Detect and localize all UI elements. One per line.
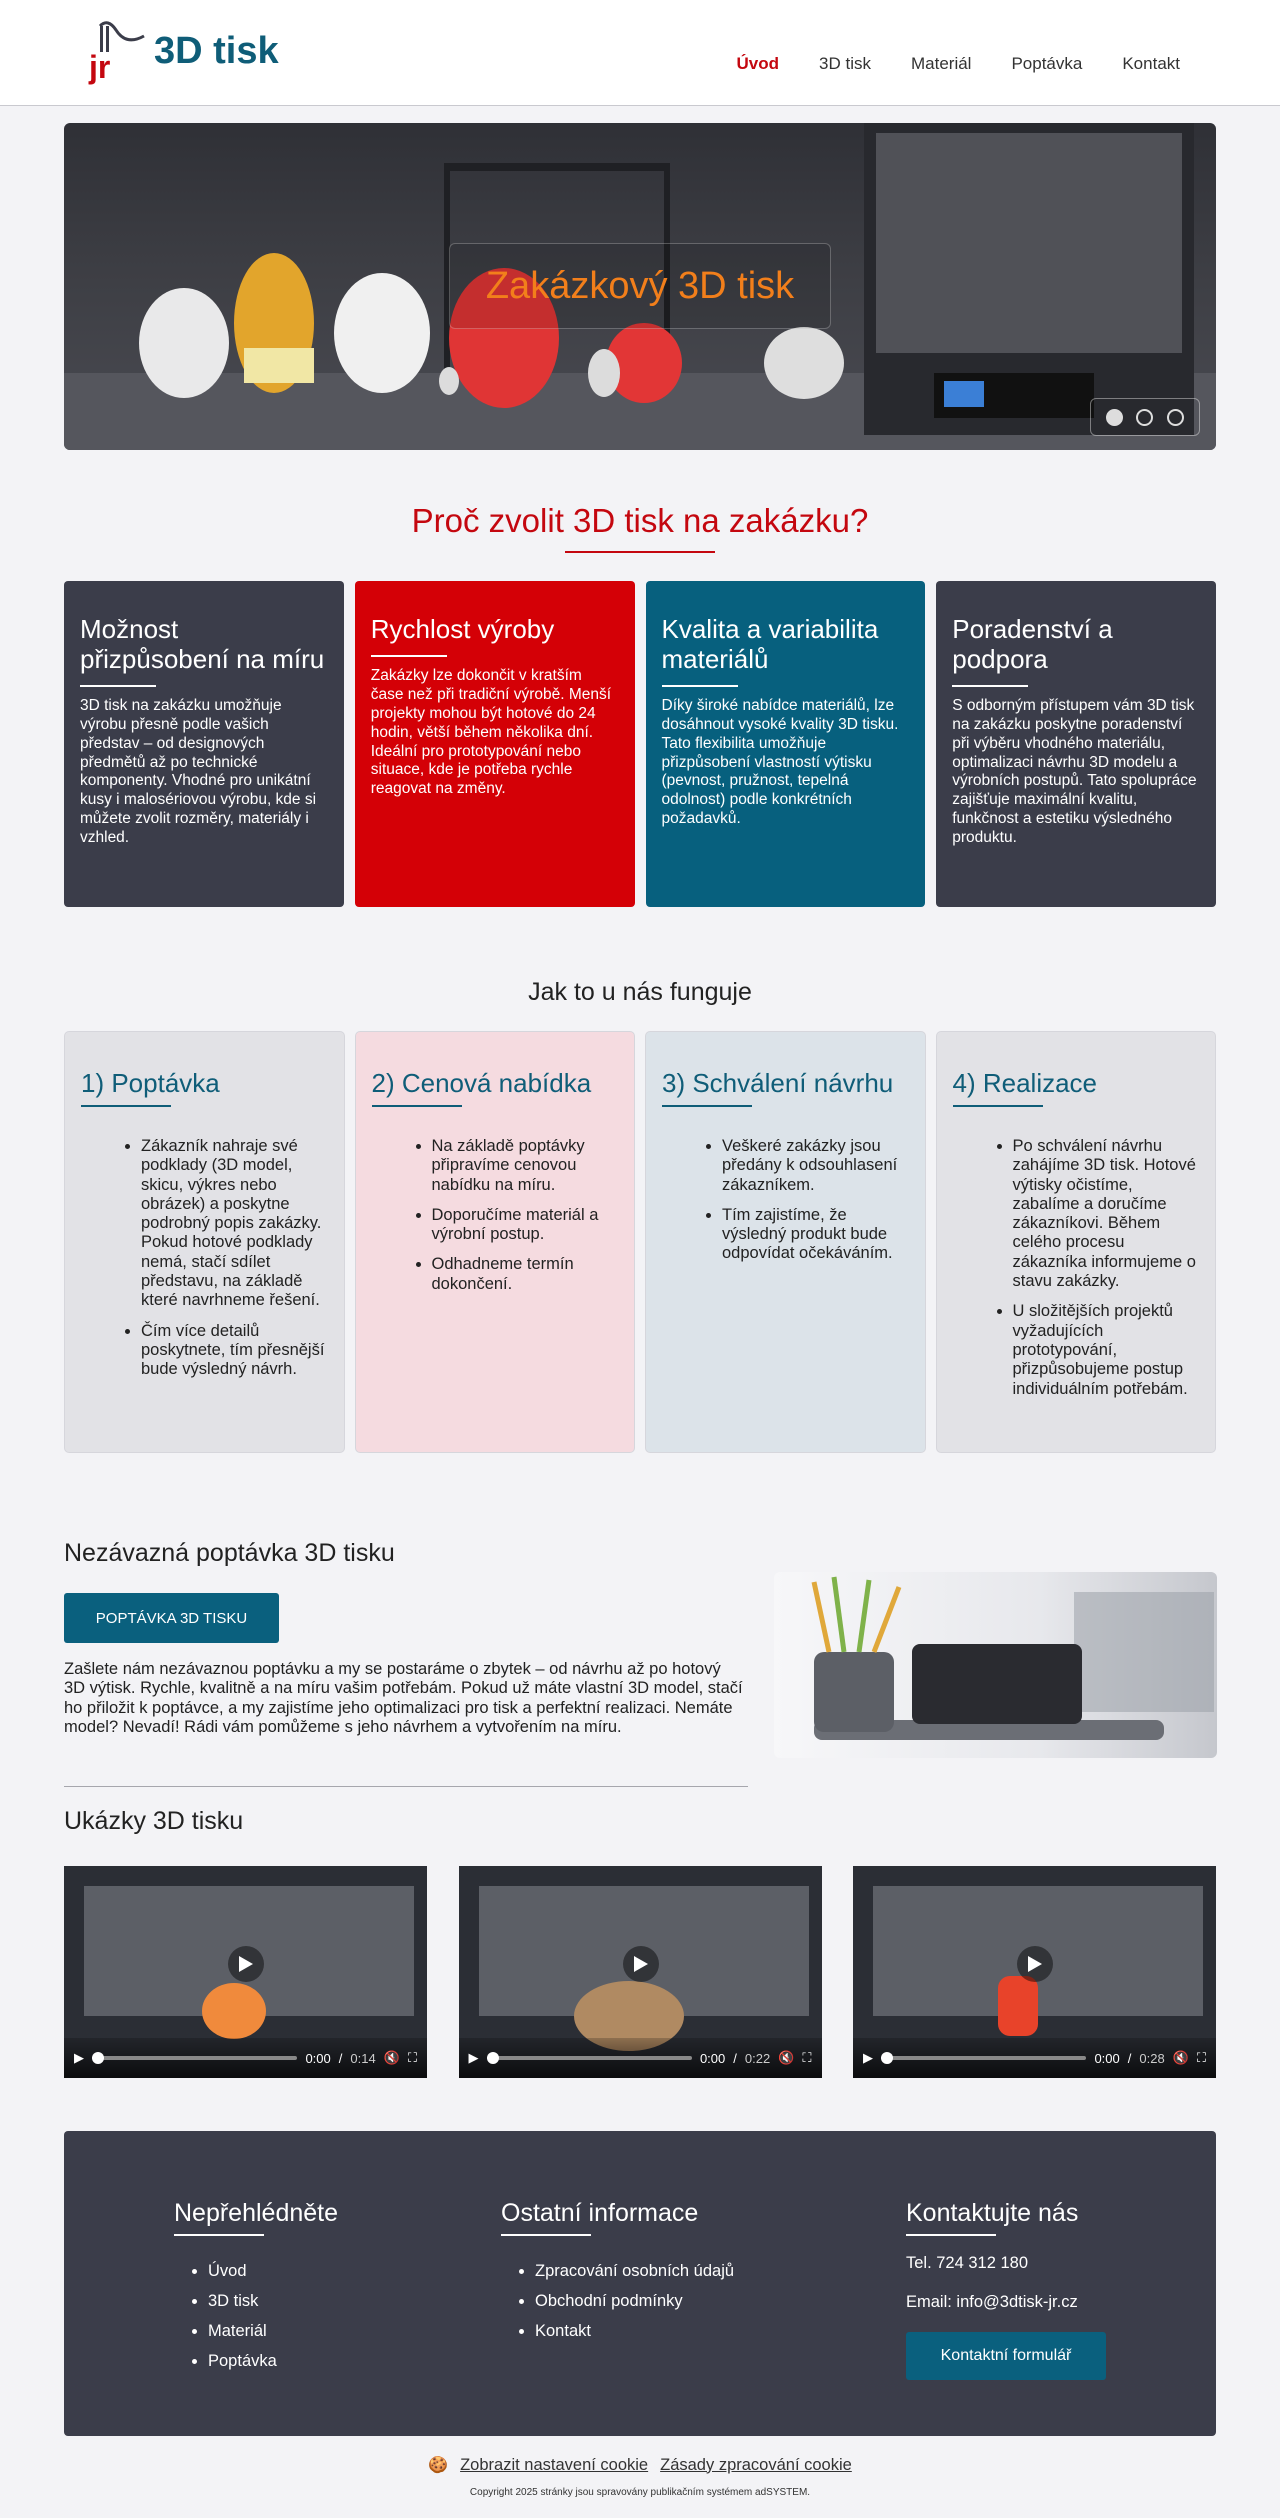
video-player[interactable] bbox=[64, 1866, 427, 2078]
video-player[interactable] bbox=[853, 1866, 1216, 2078]
mute-icon[interactable]: 🔇 bbox=[383, 2050, 400, 2065]
benefit-card bbox=[64, 581, 344, 907]
step-list bbox=[662, 1137, 909, 1264]
progress-bar[interactable] bbox=[487, 2056, 692, 2060]
card-title: Rychlost výroby bbox=[370, 614, 555, 644]
site-logo[interactable] bbox=[86, 14, 296, 88]
card-text: Díky široké nabídce materiálů, lze dosáhnout vysoké kvality 3D tisku. Tato flexibilita umožňuje přizpůsobení vlastností výtisku (pevnost, pružnost, tepelná odolnost) podle konkrétních požadavků. bbox=[661, 696, 899, 828]
fullscreen-icon[interactable]: ⛶ bbox=[802, 2050, 812, 2065]
video-duration: 0:22 bbox=[744, 2050, 771, 2066]
divider bbox=[64, 1786, 748, 1787]
step-list bbox=[372, 1137, 619, 1294]
step-title: 1) Poptávka bbox=[81, 1068, 220, 1098]
footer-link[interactable]: Poptávka bbox=[208, 2352, 277, 2370]
inquiry-button[interactable]: POPTÁVKA 3D TISKU bbox=[64, 1593, 279, 1643]
video-time: 0:00 bbox=[305, 2050, 331, 2066]
card-text: 3D tisk na zakázku umožňuje výrobu přesně podle vašich představ – od designových předmětů až po technické komponenty. Vhodné pro unikátní kusy i malosériovou výrobu, kde si můžete zvolit rozměry, materiály i vzhled. bbox=[80, 696, 317, 847]
copyright: Copyright 2025 stránky jsou spravovány publikačním systémem adSYSTEM. bbox=[469, 2487, 811, 2498]
progress-bar[interactable] bbox=[92, 2056, 297, 2060]
inquiry-title: Nezávazná poptávka 3D tisku bbox=[64, 1539, 395, 1567]
footer-col-title: Ostatní informace bbox=[501, 2199, 699, 2227]
step-underline bbox=[81, 1105, 171, 1107]
step-list-item: • Zákazník nahraje své podklady (3D model, skicu, výkres nebo obrázek) a poskytne podrobný popis zakázky. Pokud hotové podklady nemá, stačí sdílet představu, na základě které navrhneme řešení. bbox=[141, 1137, 328, 1311]
step-list bbox=[81, 1137, 328, 1380]
footer-underline bbox=[906, 2234, 996, 2236]
video-controls: ▶ 0:00 / 0:28 🔇 ⛶ bbox=[853, 2038, 1216, 2078]
nav-item-kontakt[interactable]: Kontakt bbox=[1122, 54, 1180, 73]
hero-pagination bbox=[1090, 398, 1200, 436]
cookie-policy-link[interactable]: Zásady zpracování cookie bbox=[660, 2455, 852, 2474]
pencil-holder-illustration bbox=[774, 1572, 1217, 1758]
step-title: 4) Realizace bbox=[952, 1068, 1098, 1098]
why-title: Proč zvolit 3D tisk na zakázku? bbox=[411, 502, 869, 539]
step-list-item: • Doporučíme materiál a výrobní postup. bbox=[432, 1206, 619, 1245]
inquiry-text: Zašlete nám nezávaznou poptávku a my se postaráme o zbytek – od návrhu až po hotový 3D výtisk. Rychle, kvalitně a na míru vašim potřebám. Pokud už máte vlastní 3D model, stačí ho přiložit k poptávce, a my zajistíme jeho optimalizaci pro tisk a perfektní realizaci. Nemáte model? Nevadí! Rádi vám pomůžeme s jeho návrhem a vytvořením na míru. bbox=[64, 1660, 743, 1736]
footer-col-contact bbox=[906, 2199, 1106, 2380]
card-underline bbox=[371, 655, 447, 657]
nav-item-material[interactable]: Materiál bbox=[910, 54, 972, 73]
fullscreen-icon[interactable]: ⛶ bbox=[1196, 2050, 1206, 2065]
how-title: Jak to u nás funguje bbox=[528, 978, 752, 1006]
footer-link[interactable]: Zpracování osobních údajů bbox=[535, 2262, 735, 2280]
process-step bbox=[645, 1031, 926, 1453]
step-list-item: • Po schválení návrhu zahájíme 3D tisk. Hotové výtisky očistíme, zabalíme a doručíme zákazníkovi. Během celého procesu zákazníka informujeme o stavu zakázky. bbox=[1013, 1137, 1200, 1291]
step-underline bbox=[662, 1105, 752, 1107]
footer-link[interactable]: Obchodní podmínky bbox=[535, 2292, 683, 2310]
video-time: 0:00 bbox=[699, 2050, 726, 2066]
benefit-card bbox=[936, 581, 1216, 907]
card-text: S odborným přístupem vám 3D tisk na zakázku poskytne poradenství při výběru vhodného materiálu, optimalizaci návrhu 3D modelu a výrobních postupů. Tato spolupráce zajišťuje maximální kvalitu, funkčnost a estetiku výsledného produktu. bbox=[952, 696, 1197, 847]
slider-dot-3[interactable] bbox=[1167, 409, 1184, 426]
site-header bbox=[0, 0, 1280, 106]
process-step bbox=[64, 1031, 345, 1453]
step-underline bbox=[953, 1105, 1043, 1107]
card-underline bbox=[662, 685, 738, 687]
footer-col-title: Nepřehlédněte bbox=[174, 2199, 339, 2227]
card-title: Možnost přizpůsobení na míru bbox=[80, 614, 325, 674]
nav-item-poptavka[interactable]: Poptávka bbox=[1011, 54, 1083, 73]
contact-form-button[interactable]: Kontaktní formulář bbox=[906, 2332, 1106, 2380]
progress-bar[interactable] bbox=[881, 2056, 1086, 2060]
play-overlay-icon[interactable] bbox=[623, 1946, 659, 1982]
step-list-item: • Tím zajistíme, že výsledný produkt bude odpovídat očekáváním. bbox=[722, 1206, 909, 1264]
step-list-item: • U složitějších projektů vyžadujících prototypování, přizpůsobujeme postup individuálním potřebám. bbox=[1013, 1302, 1200, 1398]
footer-link[interactable]: Kontakt bbox=[535, 2322, 591, 2340]
step-list-item: • Veškeré zakázky jsou předány k odsouhlasení zákazníkem. bbox=[722, 1137, 909, 1195]
site-footer bbox=[64, 2131, 1216, 2436]
step-list-item: • Odhadneme termín dokončení. bbox=[432, 1255, 619, 1294]
video-time: 0:00 bbox=[1094, 2050, 1120, 2066]
play-overlay-icon[interactable] bbox=[228, 1946, 264, 1982]
samples-title: Ukázky 3D tisku bbox=[64, 1807, 244, 1835]
footer-col-info bbox=[501, 2199, 734, 2352]
benefit-card bbox=[646, 581, 926, 907]
card-underline bbox=[80, 685, 156, 687]
process-step bbox=[355, 1031, 636, 1453]
process-steps bbox=[64, 1031, 1216, 1453]
play-overlay-icon[interactable] bbox=[1017, 1946, 1053, 1982]
step-title: 3) Schválení návrhu bbox=[662, 1068, 894, 1098]
mute-icon[interactable]: 🔇 bbox=[778, 2050, 795, 2065]
card-text: Zakázky lze dokončit v kratším čase než při tradiční výrobě. Menší projekty mohou být hotové do 24 hodin, větší během několika dní. Ideální pro prototypování nebo situace, kde je potřeba rychle reagovat na změny. bbox=[370, 666, 612, 798]
card-title: Kvalita a variabilita materiálů bbox=[661, 614, 879, 674]
nav-item-uvod[interactable]: Úvod bbox=[736, 54, 780, 73]
video-duration: 0:28 bbox=[1139, 2050, 1165, 2066]
copyright-text: Copyright 2025 stránky jsou spravovány publikačním systémem bbox=[469, 2487, 753, 2498]
video-controls: ▶ 0:00 / 0:14 🔇 ⛶ bbox=[64, 2038, 427, 2078]
main-nav bbox=[737, 54, 1180, 74]
cookie-links bbox=[0, 2455, 1280, 2475]
play-icon[interactable]: ▶ bbox=[468, 2050, 479, 2065]
footer-link[interactable]: 3D tisk bbox=[208, 2292, 259, 2310]
hero-title: Zakázkový 3D tisk bbox=[485, 264, 795, 307]
step-title: 2) Cenová nabídka bbox=[371, 1068, 592, 1098]
video-player[interactable] bbox=[459, 1866, 822, 2078]
nav-item-3d-tisk[interactable]: 3D tisk bbox=[819, 54, 871, 73]
video-duration: 0:14 bbox=[350, 2050, 376, 2066]
footer-underline bbox=[174, 2234, 264, 2236]
benefit-card bbox=[355, 581, 635, 907]
logo-text: 3D tisk bbox=[154, 29, 279, 72]
mute-icon[interactable]: 🔇 bbox=[1172, 2050, 1189, 2065]
benefit-cards bbox=[64, 581, 1216, 907]
step-list-item: • Čím více detailů poskytnete, tím přesnější bude výsledný návrh. bbox=[141, 1322, 328, 1380]
slider-dot-1[interactable] bbox=[1106, 409, 1123, 426]
card-underline bbox=[952, 685, 1028, 687]
footer-col-links bbox=[174, 2199, 338, 2382]
play-icon[interactable]: ▶ bbox=[74, 2050, 84, 2065]
contact-phone[interactable]: Tel. 724 312 180 bbox=[906, 2254, 1029, 2272]
hero-title-box bbox=[449, 243, 831, 329]
play-icon[interactable]: ▶ bbox=[863, 2050, 873, 2065]
footer-col-title: Kontaktujte nás bbox=[906, 2199, 1079, 2227]
footer-link[interactable]: Materiál bbox=[208, 2322, 267, 2340]
why-title-underline bbox=[565, 551, 715, 553]
adsystem-link[interactable]: adSYSTEM bbox=[755, 2487, 808, 2498]
fullscreen-icon[interactable]: ⛶ bbox=[407, 2050, 417, 2065]
slider-dot-2[interactable] bbox=[1136, 409, 1153, 426]
process-step bbox=[936, 1031, 1217, 1453]
step-list-item: • Na základě poptávky připravíme cenovou nabídku na míru. bbox=[432, 1137, 619, 1195]
footer-link[interactable]: Úvod bbox=[208, 2262, 247, 2280]
inquiry-image bbox=[774, 1572, 1217, 1758]
cookie-settings-link[interactable]: Zobrazit nastavení cookie bbox=[460, 2455, 649, 2474]
cookie-icon: 🍪 bbox=[428, 2457, 449, 2474]
card-title: Poradenství a podpora bbox=[952, 614, 1113, 674]
video-gallery bbox=[64, 1866, 1216, 2078]
logo-mark-text: jr bbox=[89, 49, 111, 85]
step-underline bbox=[372, 1105, 462, 1107]
contact-email[interactable]: Email: info@3dtisk-jr.cz bbox=[906, 2293, 1078, 2311]
logo-mark-icon bbox=[86, 16, 146, 86]
step-list bbox=[953, 1137, 1200, 1399]
footer-underline bbox=[501, 2234, 591, 2236]
hero-slider bbox=[64, 123, 1216, 450]
video-controls: ▶ 0:00 / 0:22 🔇 ⛶ bbox=[459, 2038, 822, 2078]
